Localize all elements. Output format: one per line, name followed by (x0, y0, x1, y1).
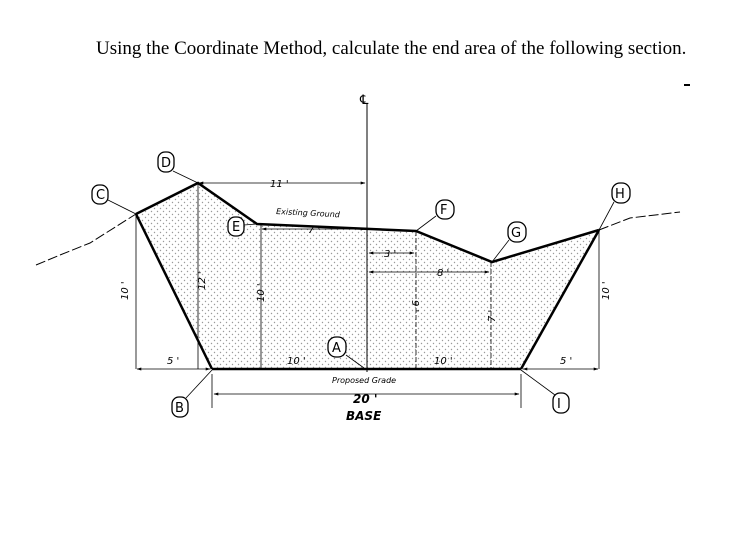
dim-5-left: 5 ' (167, 356, 180, 367)
dim-5-right: 5 ' (560, 356, 573, 367)
svg-text:F: F (440, 203, 448, 218)
dim-10-left-base: 10 ' (287, 356, 306, 367)
base-word-label: BASE (346, 409, 382, 423)
point-f (436, 200, 454, 219)
leader-h (599, 202, 614, 230)
point-g (508, 222, 526, 242)
ground-extension-right (599, 212, 680, 230)
dim-11: 11 ' (270, 179, 289, 190)
svg-text:C: C (96, 188, 106, 203)
ground-extension-left (36, 214, 136, 265)
point-c (92, 185, 108, 204)
centerline-symbol: ℄ (360, 93, 369, 108)
dim-3: 3 ' (384, 249, 397, 260)
leader-f (416, 216, 436, 231)
svg-text:I: I (557, 397, 561, 412)
point-a (328, 337, 346, 357)
dim-7-g: 7 ' (487, 309, 498, 322)
proposed-grade-label: Proposed Grade (332, 376, 397, 385)
svg-text:A: A (332, 341, 341, 356)
dim-10-right-vert: 10 ' (601, 281, 612, 300)
dim-12: 12 ' (197, 271, 208, 290)
dim-10-right-base: 10 ' (434, 356, 453, 367)
dim-8: 8 ' (437, 268, 450, 279)
point-e (228, 217, 244, 236)
leader-c (108, 200, 136, 214)
svg-text:E: E (232, 220, 241, 235)
leader-d (173, 171, 198, 183)
existing-ground-label: Existing Ground (275, 207, 341, 220)
point-b (172, 397, 188, 417)
question-text: Using the Coordinate Method, calculate the end area of the following section. (96, 38, 687, 59)
leader-b (186, 370, 212, 398)
point-i (553, 393, 569, 413)
svg-text:B: B (175, 401, 184, 416)
dim-10-left-vert: 10 ' (120, 281, 131, 300)
dim-7: 7 ' (308, 225, 321, 236)
dim-9: 9 ' (409, 300, 420, 313)
dim-10-e: 10 ' (256, 283, 267, 302)
base-width-label: 20 ' (353, 392, 378, 406)
svg-text:H: H (615, 187, 625, 202)
point-h (612, 183, 630, 203)
svg-text:G: G (511, 226, 522, 241)
leader-i (521, 370, 555, 395)
svg-text:D: D (161, 156, 172, 171)
point-d (158, 152, 174, 172)
